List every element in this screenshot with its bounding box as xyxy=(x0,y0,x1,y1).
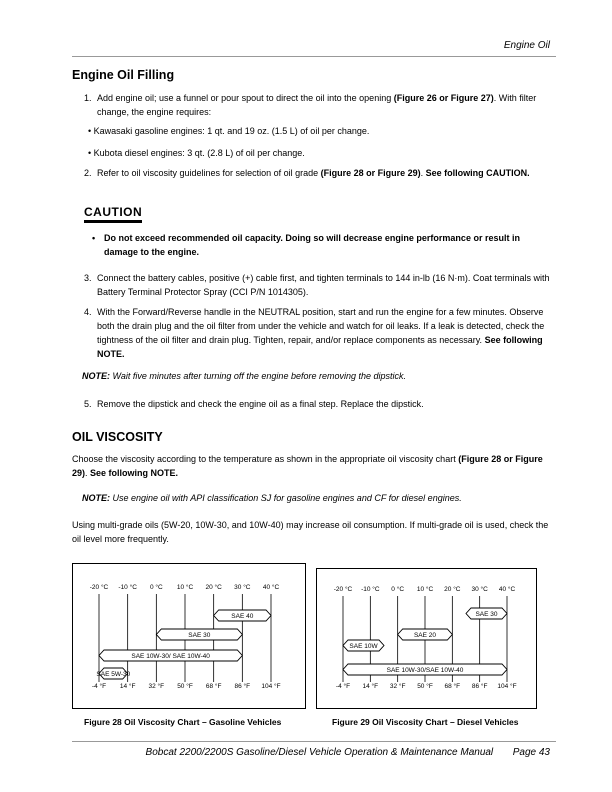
section-title-oil-viscosity: OIL VISCOSITY xyxy=(72,430,163,444)
chart-diesel-frame xyxy=(316,568,537,709)
step-4 xyxy=(84,305,556,361)
caution-text xyxy=(92,231,548,259)
celsius-tick: 30 °C xyxy=(234,584,251,591)
footer-rule xyxy=(72,741,556,742)
running-header: Engine Oil xyxy=(503,40,550,51)
note-text: Wait five minutes after turning off the engine before removing the dipstick. xyxy=(112,371,407,381)
celsius-tick: 20 °C xyxy=(444,586,461,593)
step-text-cont: . With filter change, the engine requires: xyxy=(97,93,537,117)
fahrenheit-tick: 14 °F xyxy=(362,683,379,690)
celsius-tick: 30 °C xyxy=(471,586,488,593)
multigrade-para: Using multi-grade oils (5W-20, 10W-30, and 10W-40) may increase oil consumption. If multi-grade oil is used, check the oil level more frequently. xyxy=(72,520,549,544)
fahrenheit-tick: 14 °F xyxy=(119,683,136,690)
step-3 xyxy=(84,271,556,299)
para-text: Choose the viscosity according to the temperature as shown in the appropriate oil viscosity chart xyxy=(72,454,459,464)
step-number: 1. xyxy=(84,93,92,103)
fahrenheit-tick: 32 °F xyxy=(389,683,406,690)
celsius-tick: 0 °C xyxy=(149,584,163,591)
viscosity-label: SAE 30 xyxy=(188,631,211,639)
caution-title: CAUTION xyxy=(84,205,143,219)
celsius-tick: 40 °C xyxy=(498,586,516,593)
bullet-icon: • xyxy=(92,233,96,243)
page-number: Page 43 xyxy=(512,747,550,758)
step-text-cont: . xyxy=(420,168,426,178)
bullet-icon: • xyxy=(88,126,92,136)
celsius-tick: 40 °C xyxy=(262,584,280,591)
viscosity-label: SAE 40 xyxy=(231,612,254,620)
fahrenheit-tick: 86 °F xyxy=(471,683,488,690)
fahrenheit-tick: 50 °F xyxy=(177,683,193,690)
step-text: Add engine oil; use a funnel or pour spout to direct the oil into the opening xyxy=(97,93,394,103)
bullet-text: Kubota diesel engines: 3 qt. (2.8 L) of oil per change. xyxy=(93,148,305,158)
manual-title: Bobcat 2200/2200S Gasoline/Diesel Vehicle Operation & Maintenance Manual xyxy=(145,747,494,758)
celsius-tick: -20 °C xyxy=(333,586,353,593)
header-rule xyxy=(72,56,556,57)
viscosity-label: SAE 10W-30/ SAE 10W-40 xyxy=(131,652,210,660)
note-ref: See following NOTE. xyxy=(97,335,543,359)
caution-rule xyxy=(84,220,142,223)
celsius-tick: 20 °C xyxy=(205,584,222,591)
celsius-tick: 10 °C xyxy=(416,586,434,593)
fahrenheit-tick: -4 °F xyxy=(91,683,107,690)
step-number: 5. xyxy=(84,399,92,409)
figure-ref: (Figure 28 or Figure 29) xyxy=(320,168,421,178)
note-dipstick xyxy=(82,371,406,381)
note-label: NOTE: xyxy=(82,493,110,503)
step-1 xyxy=(84,91,556,119)
chart-gasoline xyxy=(73,564,304,707)
viscosity-intro xyxy=(72,452,556,480)
fahrenheit-tick: 50 °F xyxy=(417,683,433,690)
fahrenheit-tick: -4 °F xyxy=(335,683,351,690)
note-api xyxy=(82,493,462,503)
step-text: Connect the battery cables, positive (+) cable first, and tighten terminals to 144 in-lb (16 N·m). Coat terminals with Battery Terminal Protector Spray (CCI P/N 1014305). xyxy=(97,273,550,297)
step-text: With the Forward/Reverse handle in the NEUTRAL position, start and run the engine for a few minutes. Observe both the drain plug and the oil filter from under the vehicle and watch for oil leaks. If a leak is detected, check the tightness of the oil filter and drain plug. Tighten, repair, and/or replace components as necessary. xyxy=(97,307,545,345)
step-number: 2. xyxy=(84,168,92,178)
figure-28-caption: Figure 28 Oil Viscosity Chart – Gasoline Vehicles xyxy=(84,717,282,727)
figure-29-caption: Figure 29 Oil Viscosity Chart – Diesel Vehicles xyxy=(332,717,519,727)
section-title-oil-filling: Engine Oil Filling xyxy=(72,68,175,82)
fahrenheit-tick: 68 °F xyxy=(444,683,461,690)
caution-ref: See following CAUTION. xyxy=(425,168,530,178)
running-footer xyxy=(146,747,550,758)
viscosity-label: SAE 20 xyxy=(413,631,437,639)
viscosity-label: SAE 30 xyxy=(475,610,498,618)
caution-body: Do not exceed recommended oil capacity. Doing so will decrease engine performance or result in damage to the engine. xyxy=(104,233,520,257)
chart-diesel xyxy=(317,569,535,707)
step-number: 3. xyxy=(84,273,92,283)
viscosity-label: SAE 5W-30 xyxy=(96,670,131,678)
note-ref: See following NOTE. xyxy=(90,468,179,478)
bullet-kubota xyxy=(88,146,548,160)
step-text: Remove the dipstick and check the engine oil as a final step. Replace the dipstick. xyxy=(97,399,424,409)
fahrenheit-tick: 68 °F xyxy=(205,683,222,690)
celsius-tick: 0 °C xyxy=(391,586,405,593)
celsius-tick: -10 °C xyxy=(361,586,380,593)
bullet-icon: • xyxy=(88,148,92,158)
fahrenheit-tick: 104 °F xyxy=(497,683,517,690)
figure-ref: (Figure 28 or Figure 29) xyxy=(72,454,543,478)
step-number: 4. xyxy=(84,307,92,317)
note-text: Use engine oil with API classification SJ for gasoline engines and CF for diesel engines. xyxy=(112,493,462,503)
celsius-tick: -10 °C xyxy=(118,584,137,591)
step-2 xyxy=(84,166,556,180)
viscosity-label: SAE 10W xyxy=(349,642,378,650)
fahrenheit-tick: 104 °F xyxy=(261,683,281,690)
bullet-text: Kawasaki gasoline engines: 1 qt. and 19 oz. (1.5 L) of oil per change. xyxy=(93,126,370,136)
bullet-kawasaki xyxy=(88,124,548,138)
note-label: NOTE: xyxy=(82,371,110,381)
para-text-cont: . xyxy=(85,468,91,478)
chart-gasoline-frame xyxy=(72,563,306,709)
celsius-tick: -20 °C xyxy=(89,584,109,591)
figure-ref: (Figure 26 or Figure 27) xyxy=(393,93,494,103)
step-5 xyxy=(84,397,556,411)
viscosity-label: SAE 10W-30/SAE 10W-40 xyxy=(386,666,464,674)
fahrenheit-tick: 86 °F xyxy=(234,683,251,690)
step-text: Refer to oil viscosity guidelines for selection of oil grade xyxy=(97,168,321,178)
fahrenheit-tick: 32 °F xyxy=(148,683,165,690)
celsius-tick: 10 °C xyxy=(176,584,194,591)
